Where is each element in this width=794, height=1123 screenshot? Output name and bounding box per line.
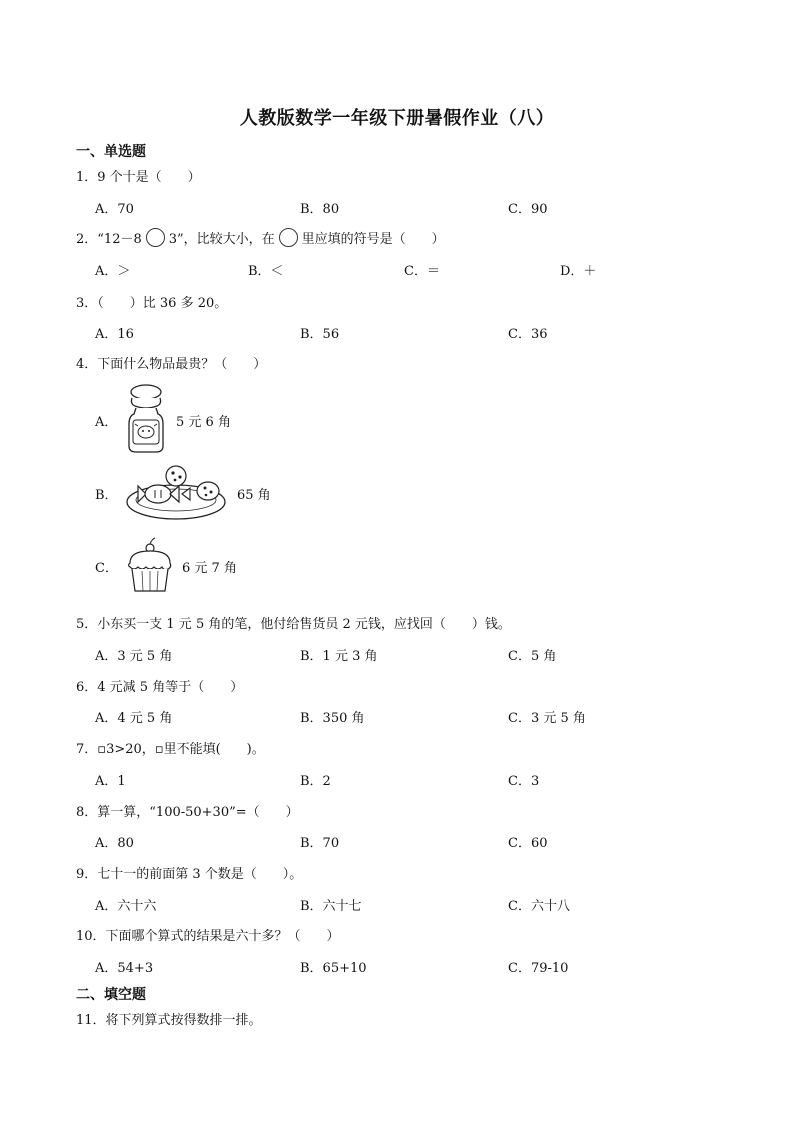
question-4-price-a: 5 元 6 角 bbox=[176, 415, 231, 430]
question-3-option-c[interactable]: C．36 bbox=[508, 327, 548, 342]
question-6-stem: 6．4 元减 5 角等于（ ） bbox=[76, 680, 244, 695]
question-7-option-a[interactable]: A．1 bbox=[95, 774, 126, 789]
question-9-option-a[interactable]: A．六十六 bbox=[95, 899, 157, 914]
question-11-stem: 11．将下列算式按得数排一排。 bbox=[76, 1013, 262, 1028]
question-2-stem-part1: 2．“12－8 bbox=[76, 232, 142, 247]
question-7-stem: 7．▫3>20，▫里不能填( )。 bbox=[76, 742, 265, 757]
question-6-option-c[interactable]: C．3 元 5 角 bbox=[508, 711, 586, 726]
question-10-option-c[interactable]: C．79-10 bbox=[508, 961, 569, 976]
blank-circle-icon bbox=[146, 228, 165, 247]
section-heading-single-choice: 一、单选题 bbox=[76, 144, 146, 160]
question-3-option-b[interactable]: B．56 bbox=[300, 327, 340, 342]
section-heading-fill-in: 二、填空题 bbox=[76, 987, 146, 1003]
question-2-option-d[interactable]: D．＋ bbox=[560, 264, 597, 279]
question-7-option-c[interactable]: C．3 bbox=[508, 774, 540, 789]
question-2-option-c[interactable]: C．＝ bbox=[404, 264, 440, 279]
question-8-option-c[interactable]: C．60 bbox=[508, 836, 548, 851]
question-2-stem-part3: 里应填的符号是（ ） bbox=[301, 232, 445, 247]
question-2-stem-part2: 3”，比较大小，在 bbox=[168, 232, 275, 247]
page-title: 人教版数学一年级下册暑假作业（八） bbox=[239, 108, 555, 129]
question-2-option-a[interactable]: A．＞ bbox=[95, 264, 131, 279]
question-9-option-b[interactable]: B．六十七 bbox=[300, 899, 362, 914]
question-4-price-b: 65 角 bbox=[237, 488, 271, 503]
question-2-option-b[interactable]: B．＜ bbox=[248, 264, 284, 279]
question-4-stem: 4．下面什么物品最贵？（ ） bbox=[76, 357, 267, 372]
question-5-option-c[interactable]: C．5 角 bbox=[508, 649, 557, 664]
cupcake-icon bbox=[124, 537, 176, 595]
candy-plate-icon bbox=[126, 464, 230, 522]
question-9-stem: 9．七十一的前面第 3 个数是（ ）。 bbox=[76, 867, 303, 882]
question-4-option-b[interactable]: B． bbox=[95, 488, 118, 503]
question-1-option-a[interactable]: A．70 bbox=[95, 202, 134, 217]
question-5-option-b[interactable]: B．1 元 3 角 bbox=[300, 649, 378, 664]
question-8-option-b[interactable]: B．70 bbox=[300, 836, 340, 851]
question-4-option-a[interactable]: A． bbox=[95, 415, 118, 430]
question-10-option-a[interactable]: A．54+3 bbox=[95, 961, 154, 976]
question-10-option-b[interactable]: B．65+10 bbox=[300, 961, 367, 976]
milk-jar-icon bbox=[124, 384, 168, 454]
question-6-option-a[interactable]: A．4 元 5 角 bbox=[95, 711, 173, 726]
question-2-stem bbox=[76, 228, 445, 247]
question-10-stem: 10．下面哪个算式的结果是六十多？（ ） bbox=[76, 929, 340, 944]
blank-circle-icon bbox=[279, 228, 298, 247]
question-7-option-b[interactable]: B．2 bbox=[300, 774, 331, 789]
question-9-option-c[interactable]: C．六十八 bbox=[508, 899, 570, 914]
question-4-option-c[interactable]: C． bbox=[95, 561, 118, 576]
question-3-option-a[interactable]: A．16 bbox=[95, 327, 134, 342]
question-8-option-a[interactable]: A．80 bbox=[95, 836, 134, 851]
question-8-stem: 8．算一算，“100-50+30”=（ ） bbox=[76, 805, 299, 820]
question-1-stem: 1．9 个十是（ ） bbox=[76, 170, 201, 185]
question-4-price-c: 6 元 7 角 bbox=[182, 561, 237, 576]
question-6-option-b[interactable]: B．350 角 bbox=[300, 711, 365, 726]
question-5-option-a[interactable]: A．3 元 5 角 bbox=[95, 649, 173, 664]
question-5-stem: 5．小东买一支 1 元 5 角的笔，他付给售货员 2 元钱，应找回（ ）钱。 bbox=[76, 617, 511, 632]
question-1-option-b[interactable]: B．80 bbox=[300, 202, 340, 217]
question-3-stem: 3．（ ）比 36 多 20。 bbox=[76, 296, 228, 311]
question-1-option-c[interactable]: C．90 bbox=[508, 202, 548, 217]
